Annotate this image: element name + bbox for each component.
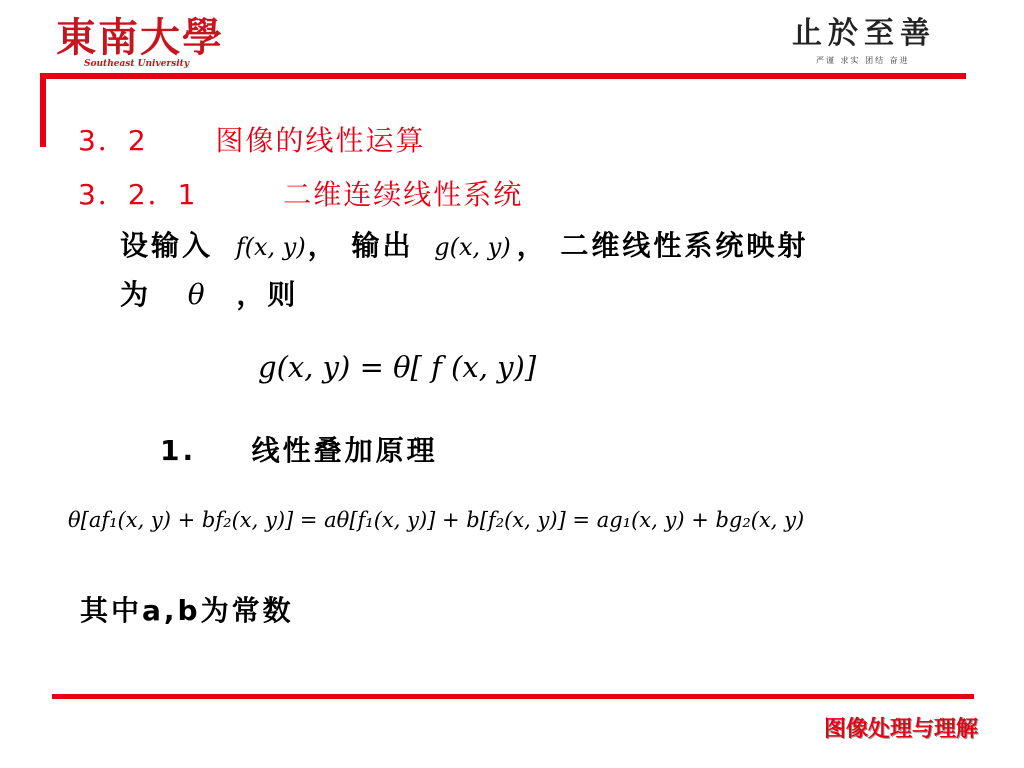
course-title-footer: 图像处理与理解 [824,717,979,742]
section-title: 图像的线性运算 [215,124,426,157]
section-heading [78,124,425,158]
section-number: 3．2 [78,124,148,157]
equation-system-mapping: g(x, y) = θ[ f (x, y)] [258,350,537,384]
input-function: f(x, y) [235,233,306,261]
left-rule [40,73,46,147]
university-logo: 東南大學 [56,14,224,61]
intro-text-4: 为 [120,278,152,311]
principle-number: 1. [160,434,197,467]
output-function: g(x, y) [434,233,511,261]
university-logo-english: Southeast University [84,59,190,69]
intro-text-3: ， 二维线性系统映射 [516,229,809,262]
principle-title: 线性叠加原理 [251,434,438,467]
intro-text-5: ，则 [236,278,299,311]
subsection-heading [78,178,523,212]
top-rule [40,73,966,79]
subsection-title: 二维连续线性系统 [283,178,524,211]
intro-line-2 [120,278,298,312]
subsection-number: 3．2．1 [78,178,198,211]
equation-superposition: θ[af₁(x, y) + bf₂(x, y)] = aθ[f₁(x, y)] + b[f₂(x, y)] = ag₁(x, y) + bg₂(x, y) [68,508,805,532]
intro-text-1: 设输入 [120,229,214,262]
motto: 止於至善 [792,16,936,51]
principle-heading [160,434,438,468]
constants-note: 其中a,b为常数 [80,594,294,627]
bottom-rule [52,694,974,699]
motto-subtitle: 严谨 求实 团结 奋进 [816,56,910,65]
intro-line-1 [120,229,808,264]
operator-theta: θ [187,278,208,311]
intro-text-2: ， 输出 [307,229,414,262]
